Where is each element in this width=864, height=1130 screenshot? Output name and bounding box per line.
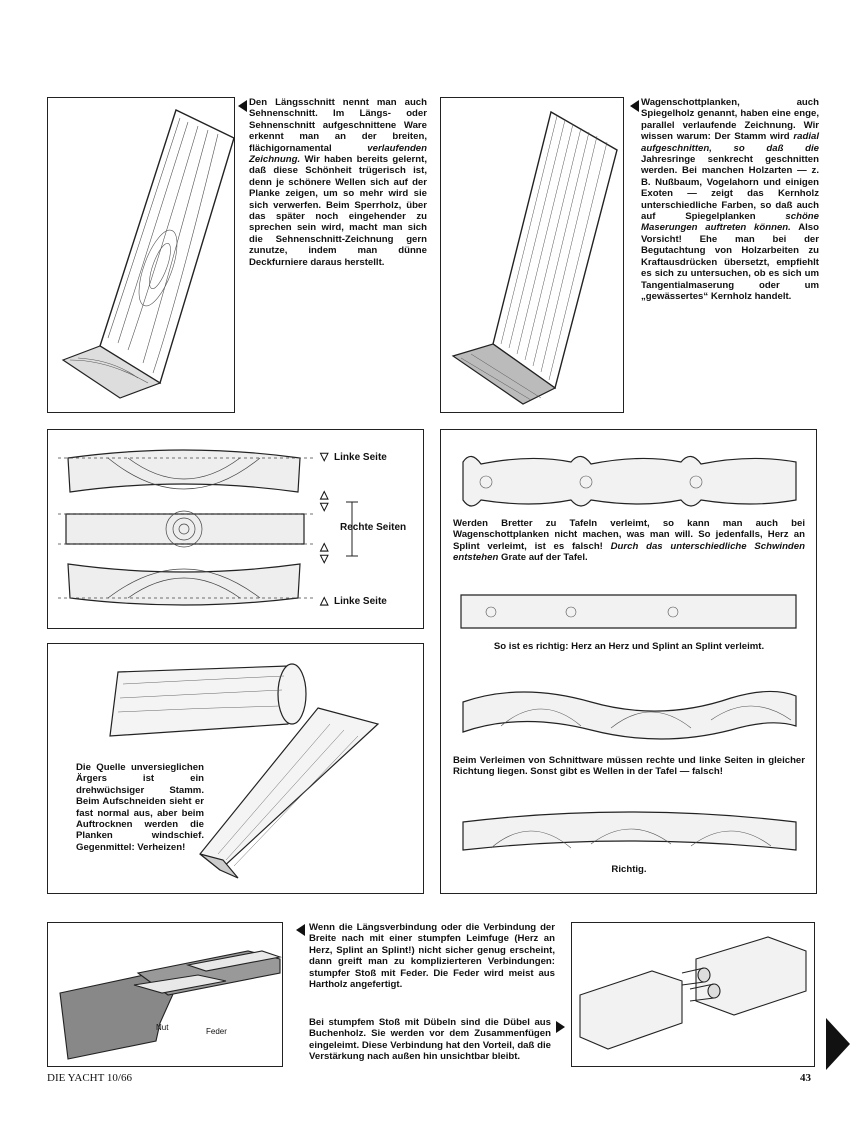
longitudinal-plank-drawing bbox=[48, 98, 234, 412]
triangle-down-icon: ▽ bbox=[320, 501, 329, 513]
glue-wrong-text: Werden Bretter zu Tafeln verleimt, so kann man auch bei Wagenschottplanken nicht machen, was man will. So jedenfalls, Herz an Splint verleimt, ist es falsch! Durch das unterschiedliche Schwinden entstehen Grate auf der Tafel. bbox=[453, 518, 805, 564]
tongue-groove-drawing bbox=[48, 923, 282, 1066]
longitudinal-cut-text: Den Längsschnitt nennt man auch Sehnenschnitt. Im Längs- oder Sehnenschnitt aufgeschnittene Ware erkennt man an der breiten, flächigornamental verlaufenden Zeichnung. Wir haben bereits gelernt, daß diese Schönheit trügerisch ist, denn je schönere Wellen sich auf der Planke zeigen, um so mehr wird sie sich verwerfen. Beim Sperrholz, über das später noch eingehender zu sprechen sein wird, macht man sich die Sehnenschnitt-Zeichnung gern zunutze, indem man dünne Deckfurniere daraus herstellt. bbox=[249, 97, 427, 268]
gluing-boards-drawing bbox=[441, 430, 816, 893]
left-side-top-label: ▽ Linke Seite bbox=[320, 451, 387, 463]
twisted-trunk-text: Die Quelle unversieglichen Ärgers ist ein drehwüchsiger Stamm. Beim Aufschneiden sieht er fast normal aus, aber beim Auftrocknen werden die Planken windschief. Gegenmittel: Verheizen! bbox=[76, 762, 204, 853]
pointer-right-icon bbox=[556, 1021, 565, 1033]
pointer-left-icon bbox=[238, 100, 247, 112]
quarter-sawn-plank-drawing bbox=[441, 98, 623, 412]
magazine-footer: DIE YACHT 10/66 bbox=[47, 1072, 132, 1084]
glue-correct-caption: Richtig. bbox=[611, 864, 647, 875]
right-sides-label: Rechte Seiten bbox=[340, 522, 407, 533]
triangle-up-icon: △ bbox=[320, 489, 329, 501]
glue-right-caption: So ist es richtig: Herz an Herz und Splint an Splint verleimt. bbox=[493, 641, 765, 652]
next-page-arrow-icon[interactable] bbox=[826, 1018, 850, 1070]
twisted-trunk-figure bbox=[47, 643, 424, 894]
dowel-joint-text: Bei stumpfem Stoß mit Dübeln sind die Dübel aus Buchenholz. Sie werden vor dem Zusammenfügen eingeleimt. Diese Verbindung hat den Vorteil, daß die Verstärkung nach außen hin unsichtbar bleibt. bbox=[309, 1017, 551, 1063]
longitudinal-cut-figure bbox=[47, 97, 235, 413]
pointer-left-icon bbox=[296, 924, 305, 936]
groove-label: Nut bbox=[156, 1023, 169, 1032]
tongue-groove-figure bbox=[47, 922, 283, 1067]
left-side-bottom-label: △ Linke Seite bbox=[320, 595, 387, 607]
longitudinal-joint-text: Wenn die Längsverbindung oder die Verbindung der Breite nach mit einer stumpfen Leimfuge (Herz an Herz, Splint an Splint!) nicht sicher genug erscheint, dann greift man zu komplizierteren Verbindungen: stumpfer Stoß mit Feder. Die Feder wird meist aus Hartholz angefertigt. bbox=[309, 922, 555, 991]
board-sides-figure bbox=[47, 429, 424, 629]
dowel-joint-drawing bbox=[572, 923, 814, 1066]
glue-waves-text: Beim Verleimen von Schnittware müssen rechte und linke Seiten in gleicher Richtung liegen. Sonst gibt es Wellen in der Tafel — falsch! bbox=[453, 755, 805, 778]
quarter-sawn-figure bbox=[440, 97, 624, 413]
triangle-up-icon: △ bbox=[320, 541, 329, 553]
gluing-boards-figure bbox=[440, 429, 817, 894]
triangle-down-icon: ▽ bbox=[320, 553, 329, 565]
pointer-left-icon bbox=[630, 100, 639, 112]
quarter-sawn-text: Wagenschottplanken, auch Spiegelholz genannt, haben eine enge, parallel verlaufende Zeichnung. Wir wissen warum: Der Stamm wird radial aufgeschnitten, so daß die Jahresringe senkrecht geschnitten werden. Bei manchen Holzarten — z. B. Nußbaum, Vogelahorn und einigen Exoten — zeigt das Kernholz unterschiedliche Farben, so daß auch auf Spiegelplanken schöne Maserungen auftreten können. Also Vorsicht! Ehe man bei der Begutachtung von Holzarbeiten zu Kraftausdrücken übersetzt, empfiehlt es sich zu untersuchen, ob es sich um Tangentialmaserung oder um „gewässertes“ Kernholz handelt. bbox=[641, 97, 819, 302]
tongue-label: Feder bbox=[206, 1027, 227, 1036]
dowel-joint-figure bbox=[571, 922, 815, 1067]
page-number: 43 bbox=[800, 1072, 811, 1084]
